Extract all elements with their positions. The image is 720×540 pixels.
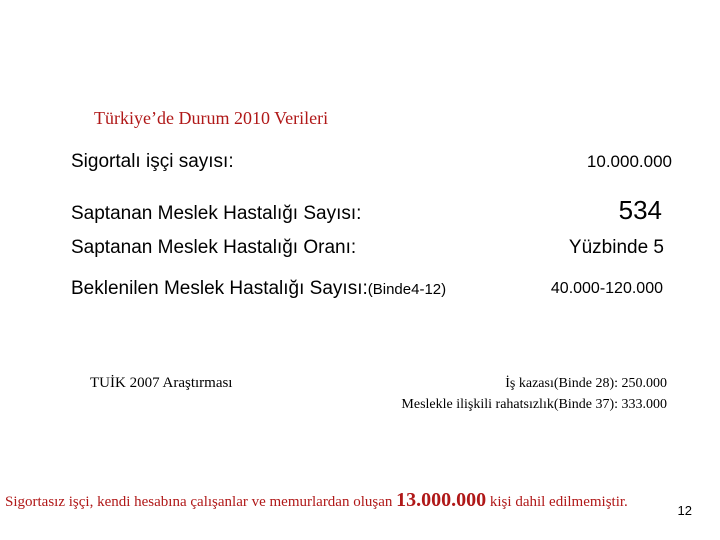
detected-disease-count-label: Saptanan Meslek Hastalığı Sayısı: [71,203,362,224]
page-number: 12 [677,503,692,518]
source-label: TUİK 2007 Araştırması [90,375,233,391]
insured-workers-label: Sigortalı işçi sayısı: [71,151,234,172]
expected-disease-count-text: Beklenilen Meslek Hastalığı Sayısı: [71,278,368,299]
detected-disease-count-value: 534 [618,195,662,225]
footer-highlight-number: 13.000.000 [396,489,487,511]
expected-disease-count-label [71,278,446,300]
detected-disease-rate-label: Saptanan Meslek Hastalığı Oranı: [71,237,357,258]
slide-title: Türkiye’de Durum 2010 Verileri [94,108,329,128]
insured-workers-value: 10.000.000 [586,152,672,171]
expected-disease-count-value: 40.000-120.000 [550,280,663,297]
work-related-illness-note: Meslekle ilişkili rahatsızlık(Binde 37): 333.000 [401,397,667,412]
footer-note [5,489,628,512]
footer-text-before: Sigortasız işçi, kendi hesabına çalışanlar ve memurlardan oluşan [5,494,397,510]
work-accident-note: İş kazası(Binde 28): 250.000 [505,376,667,391]
expected-disease-count-range: (Binde4-12) [367,281,447,298]
detected-disease-rate-value: Yüzbinde 5 [568,237,664,258]
footer-text-after: kişi dahil edilmemiştir. [486,494,628,510]
